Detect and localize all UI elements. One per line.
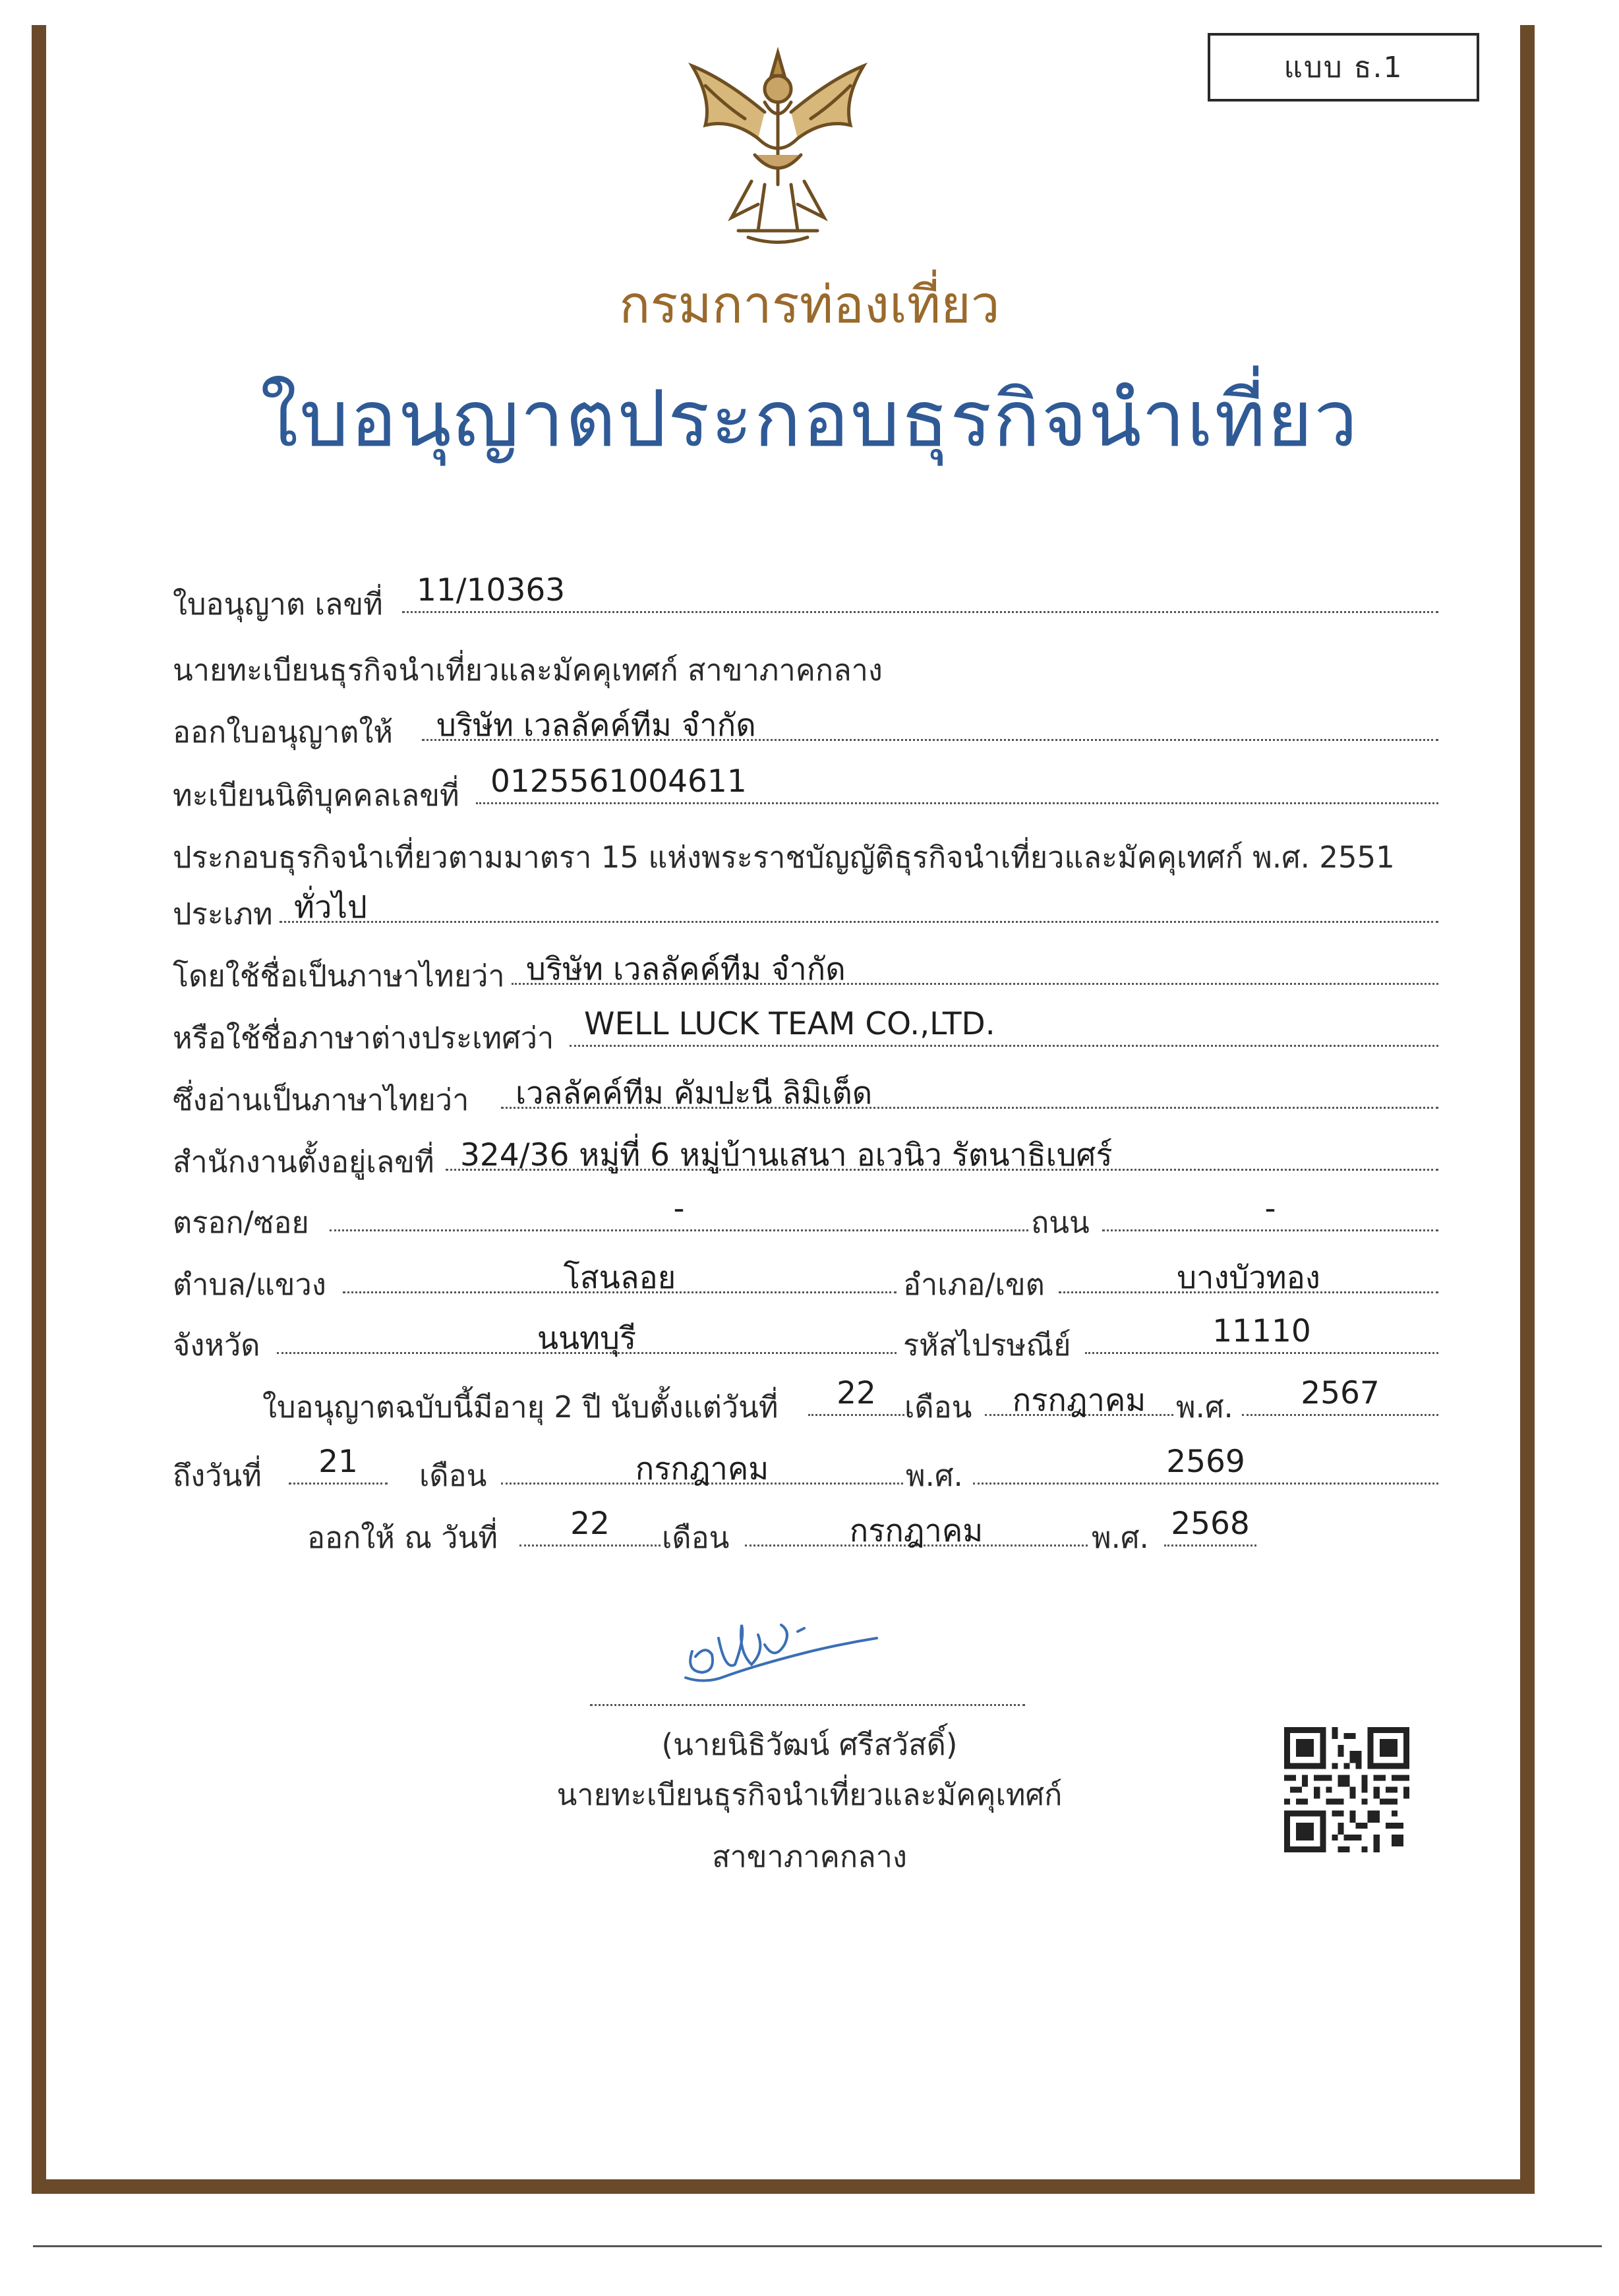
subdistrict-value: โสนลอย [343, 1252, 897, 1293]
department-name: กรมการท่องเที่ยว [619, 276, 1000, 335]
issue-month-label: เดือน [662, 1520, 730, 1555]
registrar-line: นายทะเบียนธุรกิจนำเที่ยวและมัคคุเทศก์ สาขาภาคกลาง [173, 653, 883, 688]
postcode-value: 11110 [1085, 1313, 1438, 1354]
validity-end-year: 2569 [973, 1444, 1438, 1485]
juristic-id-value: 0125561004611 [476, 763, 1438, 804]
bottom-rule [33, 2245, 1602, 2247]
issue-month: กรกฎาคม [745, 1506, 1088, 1546]
office-value: 324/36 หมู่ที่ 6 หมู่บ้านเสนา อเวนิว รัตนาธิเบศร์ [446, 1130, 1438, 1171]
province-value: นนทบุรี [277, 1313, 897, 1354]
document-title: ใบอนุญาตประกอบธุรกิจนำเที่ยว [260, 373, 1359, 464]
issue-year: 2568 [1164, 1506, 1256, 1546]
validity-start-day: 22 [808, 1375, 904, 1416]
license-no-label: ใบอนุญาต เลขที่ [173, 587, 383, 622]
validity-year-label: พ.ศ. [1176, 1390, 1233, 1425]
office-label: สำนักงานตั้งอยู่เลขที่ [173, 1144, 434, 1179]
soi-value: - [330, 1191, 1028, 1231]
issued-to-value: บริษัท เวลลัคค์ทีม จำกัด [422, 700, 1438, 741]
signatory-position: นายทะเบียนธุรกิจนำเที่ยวและมัคคุเทศก์ [556, 1777, 1063, 1812]
validity-until-label: ถึงวันที่ [173, 1458, 262, 1493]
act-line: ประกอบธุรกิจนำเที่ยวตามมาตรา 15 แห่งพระราชบัญญัติธุรกิจนำเที่ยวและมัคคุเทศก์ พ.ศ. 2551 [173, 840, 1395, 875]
foreign-name-value: WELL LUCK TEAM CO.,LTD. [570, 1006, 1438, 1047]
validity-start-month: กรกฎาคม [985, 1375, 1173, 1416]
read-as-label: ซึ่งอ่านเป็นภาษาไทยว่า [173, 1082, 469, 1117]
subdistrict-label: ตำบล/แขวง [173, 1267, 326, 1302]
signatory-name: (นายนิธิวัฒน์ ศรีสวัสดิ์) [661, 1727, 958, 1762]
validity-end-day: 21 [289, 1444, 388, 1485]
form-code-box: แบบ ธ.1 [1208, 33, 1479, 102]
validity-start-year: 2567 [1242, 1375, 1438, 1416]
validity-month-label: เดือน [904, 1390, 972, 1425]
issue-day: 22 [519, 1506, 661, 1546]
signature-line [590, 1704, 1025, 1706]
registrar-signature [666, 1599, 890, 1697]
road-value: - [1102, 1191, 1438, 1231]
validity-end-month: กรกฎาคม [501, 1444, 903, 1485]
qr-code-icon [1284, 1727, 1409, 1852]
postcode-label: รหัสไปรษณีย์ [903, 1328, 1071, 1363]
validity-end-year-label: พ.ศ. [906, 1458, 963, 1493]
road-label: ถนน [1031, 1205, 1090, 1240]
thai-name-value: บริษัท เวลลัคค์ทีม จำกัด [512, 944, 1438, 985]
signatory-branch: สาขาภาคกลาง [712, 1839, 907, 1874]
thai-name-label: โดยใช้ชื่อเป็นภาษาไทยว่า [173, 958, 505, 993]
type-label: ประเภท [173, 897, 273, 931]
type-value: ทั่วไป [280, 882, 1438, 923]
district-label: อำเภอ/เขต [903, 1267, 1045, 1302]
province-label: จังหวัด [173, 1328, 260, 1363]
district-value: บางบัวทอง [1059, 1252, 1438, 1293]
issue-label: ออกให้ ณ วันที่ [307, 1520, 498, 1555]
license-no-value: 11/10363 [402, 572, 1438, 613]
issued-to-label: ออกใบอนุญาตให้ [173, 715, 394, 750]
validity-end-month-label: เดือน [419, 1458, 487, 1493]
validity-intro: ใบอนุญาตฉบับนี้มีอายุ 2 ปี นับตั้งแต่วันที่ [262, 1390, 779, 1425]
read-as-value: เวลลัคค์ทีม คัมปะนี ลิมิเต็ด [501, 1068, 1438, 1109]
foreign-name-label: หรือใช้ชื่อภาษาต่างประเทศว่า [173, 1020, 554, 1055]
juristic-id-label: ทะเบียนนิติบุคคลเลขที่ [173, 778, 459, 813]
garuda-emblem-icon [666, 40, 890, 250]
soi-label: ตรอก/ซอย [173, 1205, 309, 1240]
issue-year-label: พ.ศ. [1092, 1520, 1149, 1555]
